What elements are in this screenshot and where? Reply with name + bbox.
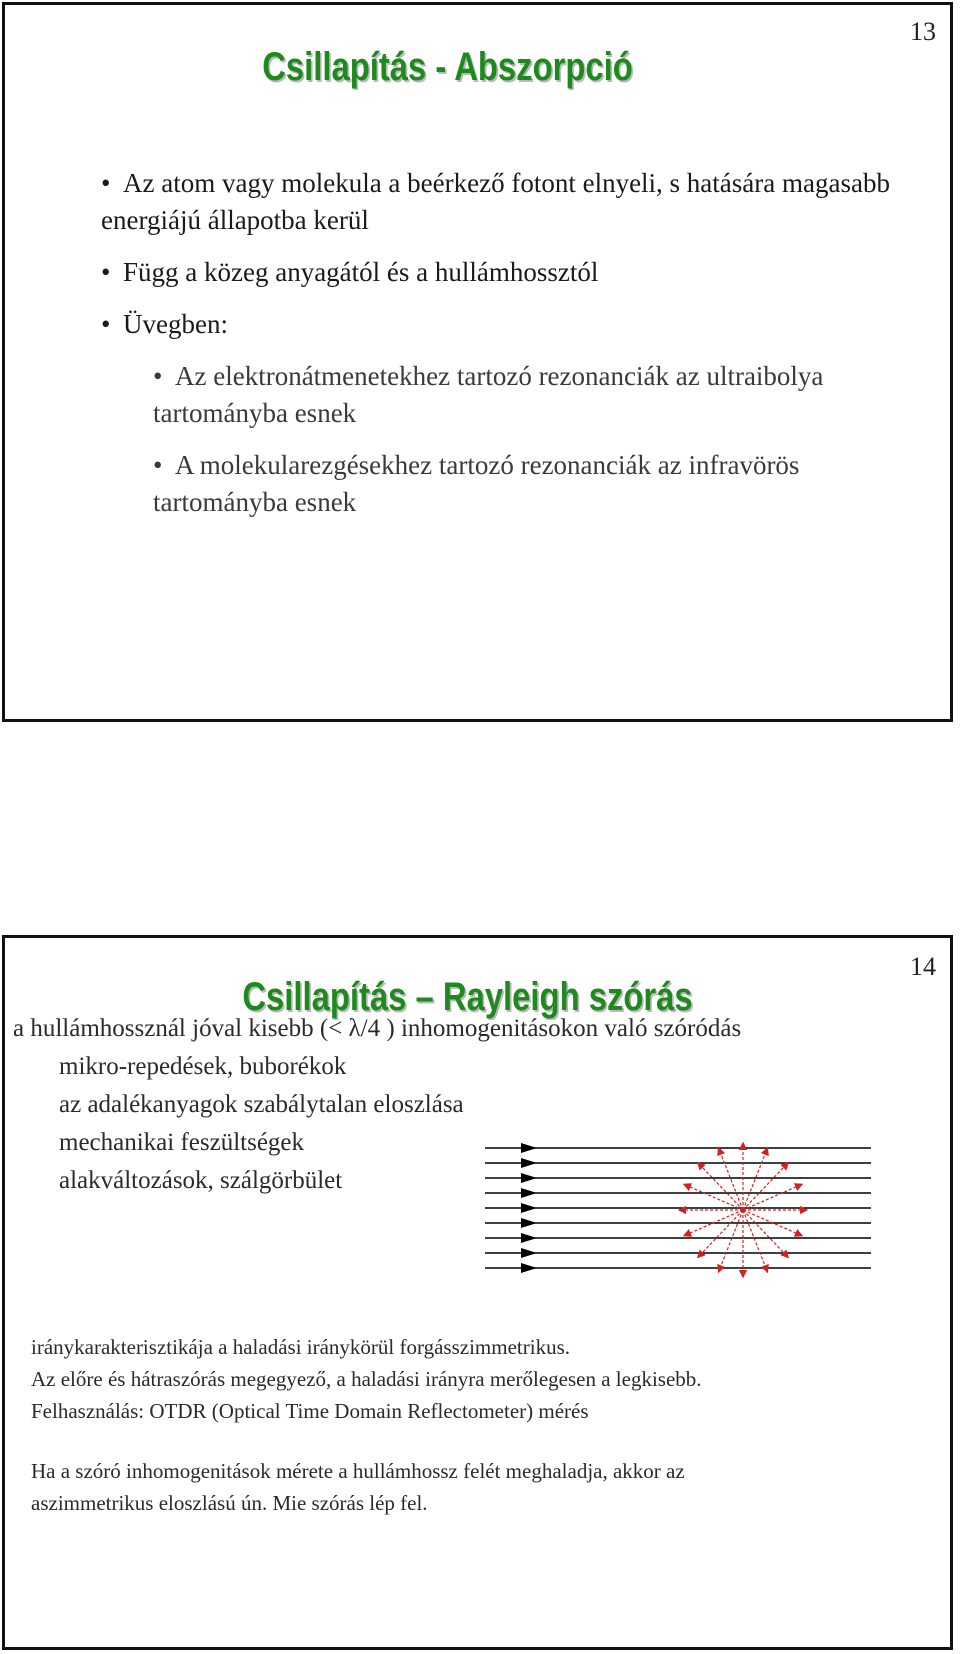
bullet-icon: •	[101, 309, 111, 339]
note-line: Az előre és hátraszórás megegyező, a haladási irányra merőlegesen a legkisebb.	[31, 1367, 702, 1391]
incoming-arrow-icon	[521, 1263, 537, 1273]
slide-title: Csillapítás - Abszorpció	[262, 45, 633, 89]
note-line: Ha a szóró inhomogenitások mérete a hullámhossz felét meghaladja, akkor az	[31, 1459, 685, 1483]
bullet-item	[101, 306, 910, 343]
bullet-icon: •	[101, 168, 111, 198]
incoming-arrow-icon	[521, 1188, 537, 1198]
note-line: aszimmetrikus eloszlású ún. Mie szórás lép fel.	[31, 1491, 428, 1515]
scattered-ray	[743, 1162, 788, 1210]
sub-bullet-item	[153, 447, 910, 521]
scattered-ray	[698, 1210, 743, 1258]
bullet-icon: •	[153, 361, 163, 391]
scattered-ray	[743, 1210, 788, 1258]
slide-14	[2, 935, 953, 1650]
cause-line: alakváltozások, szálgörbület	[59, 1167, 343, 1194]
cause-line: mechanikai feszültségek	[59, 1129, 305, 1156]
bullet-list	[5, 165, 950, 536]
definition-line: a hullámhossznál jóval kisebb (< λ/4 ) inhomogenitásokon való szóródás	[13, 1015, 742, 1042]
bullet-icon: •	[101, 257, 111, 287]
note-line: iránykarakterisztikája a haladási iránykörül forgásszimmetrikus.	[31, 1335, 571, 1359]
scattered-ray	[698, 1162, 743, 1210]
bullet-text: Üvegben:	[123, 309, 228, 339]
incoming-arrow-icon	[521, 1248, 537, 1258]
bullet-text: A molekularezgésekhez tartozó rezonanciák az infravörös tartományba esnek	[153, 450, 800, 517]
bullet-item	[101, 254, 910, 291]
incoming-arrow-icon	[521, 1143, 537, 1153]
bullet-text: Függ a közeg anyagától és a hullámhossztól	[123, 257, 599, 287]
cause-line: mikro-repedések, buborékok	[59, 1053, 347, 1080]
cause-line: az adalékanyagok szabálytalan eloszlása	[59, 1091, 464, 1118]
incoming-arrow-icon	[521, 1233, 537, 1243]
incoming-arrow-icon	[521, 1218, 537, 1228]
slide-number: 13	[910, 17, 936, 46]
rayleigh-scattering-diagram	[481, 1138, 876, 1288]
sub-bullet-item	[153, 358, 910, 432]
slide-number: 14	[910, 952, 936, 981]
scattered-ray	[684, 1184, 743, 1210]
incoming-arrow-icon	[521, 1203, 537, 1213]
bullet-text: Az atom vagy molekula a beérkező fotont elnyeli, s hatására magasabb energiájú állapotba kerül	[101, 168, 890, 235]
bullet-icon: •	[153, 450, 163, 480]
bullet-text: Az elektronátmenetekhez tartozó rezonanciák az ultraibolya tartományba esnek	[153, 361, 824, 428]
bullet-item	[101, 165, 910, 239]
notes	[31, 1331, 930, 1519]
slide-title: Csillapítás – Rayleigh szórás	[242, 975, 693, 1019]
slide-13	[2, 2, 953, 722]
scattered-ray	[743, 1184, 802, 1210]
incoming-arrow-icon	[521, 1158, 537, 1168]
note-line: Felhasználás: OTDR (Optical Time Domain Reflectometer) mérés	[31, 1399, 589, 1423]
incoming-arrow-icon	[521, 1173, 537, 1183]
